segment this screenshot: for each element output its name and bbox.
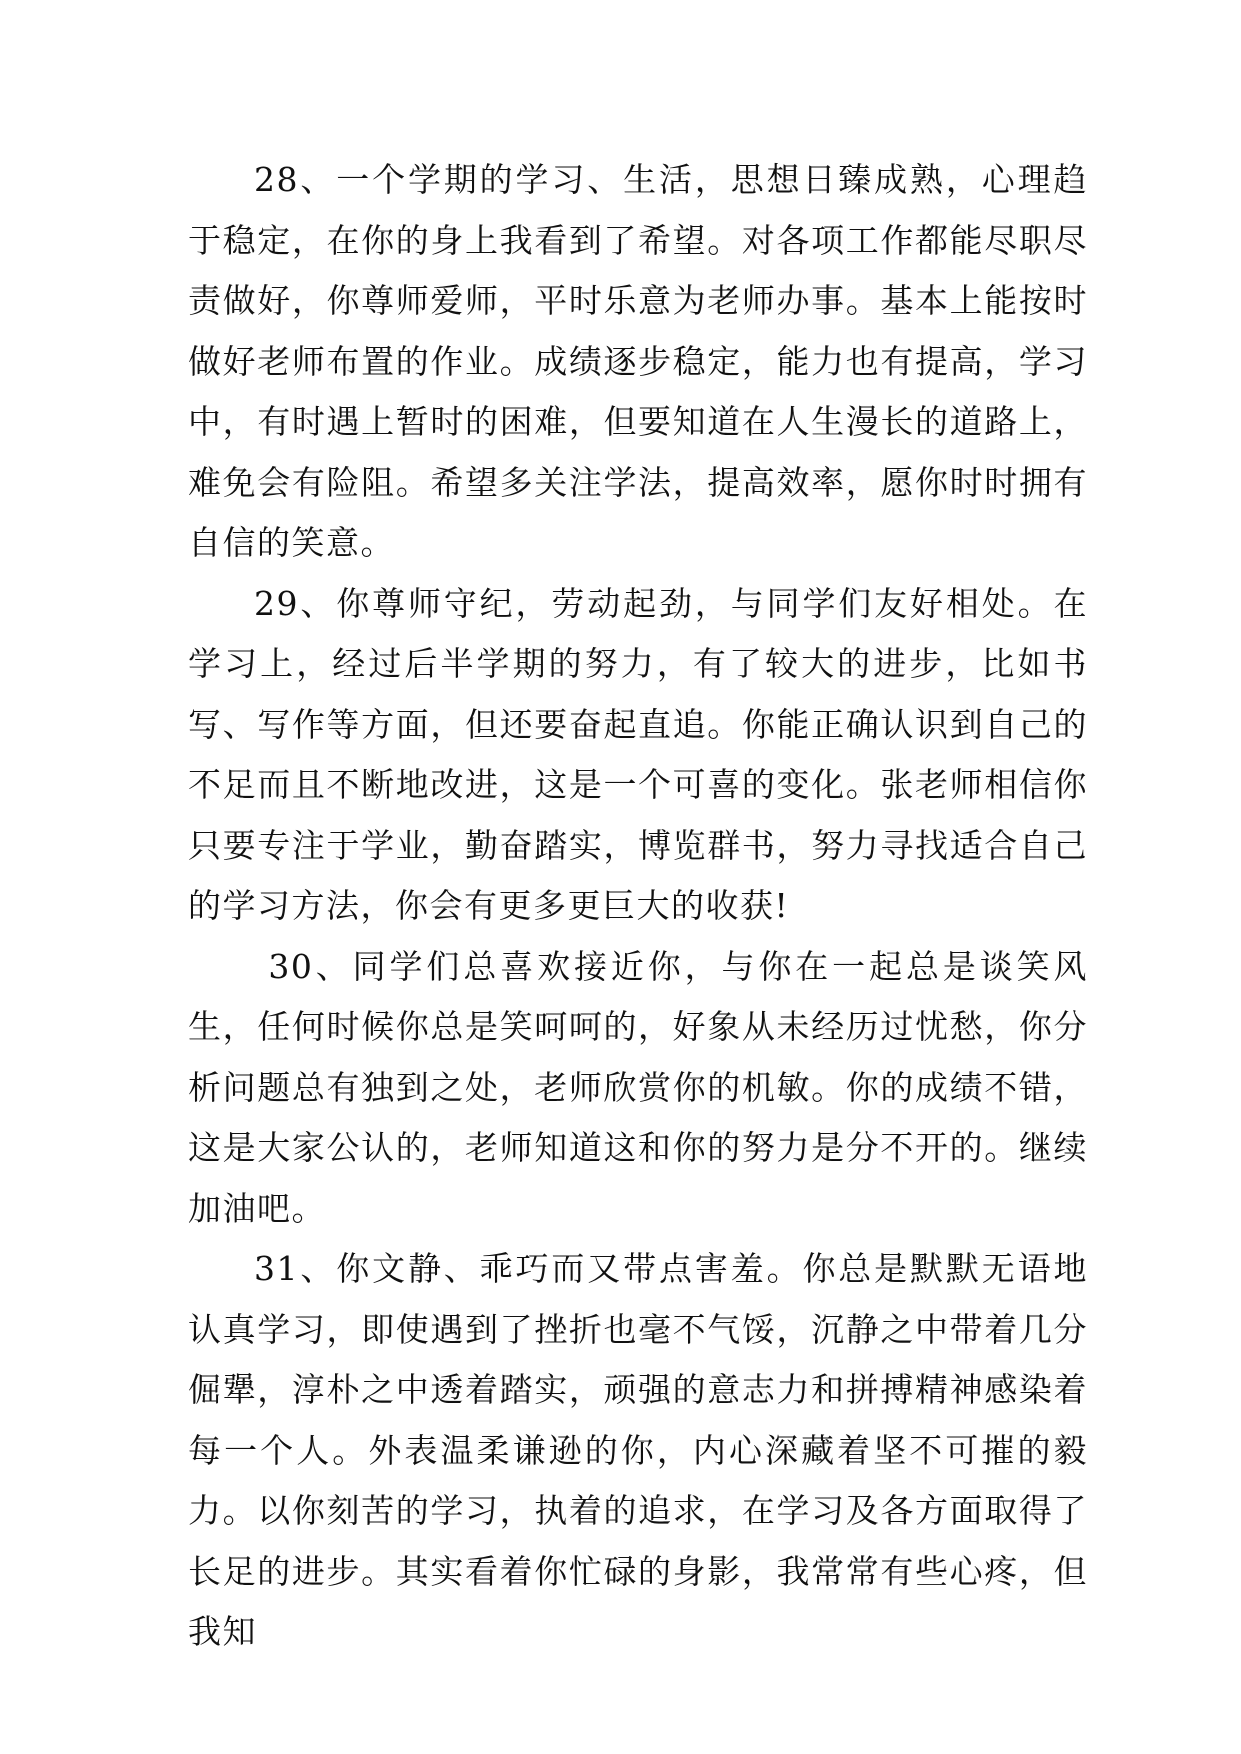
paragraph-31: 31、你文静、乖巧而又带点害羞。你总是默默无语地认真学习，即使遇到了挫折也毫不气馁，沉静之中带着几分倔犟，淳朴之中透着踏实，顽强的意志力和拼搏精神感染着每一个人。外表温柔谦逊的你，内心深藏着坚不可摧的毅力。以你刻苦的学习，执着的追求，在学习及各方面取得了长足的进步。其实看着你忙碌的身影，我常常有些心疼，但我知 bbox=[188, 1249, 1088, 1651]
document-body bbox=[188, 150, 1088, 1663]
paragraph-29: 29、你尊师守纪，劳动起劲，与同学们友好相处。在学习上，经过后半学期的努力，有了较大的进步，比如书写、写作等方面，但还要奋起直追。你能正确认识到自己的不足而且不断地改进，这是一个可喜的变化。张老师相信你只要专注于学业，勤奋踏实，博览群书，努力寻找适合自己的学习方法，你会有更多更巨大的收获! bbox=[188, 583, 1088, 925]
paragraph-30: 30、同学们总喜欢接近你，与你在一起总是谈笑风生，任何时候你总是笑呵呵的，好象从未经历过忧愁，你分析问题总有独到之处，老师欣赏你的机敏。你的成绩不错，这是大家公认的，老师知道这和你的努力是分不开的。继续加油吧。 bbox=[188, 946, 1088, 1228]
paragraph-28: 28、一个学期的学习、生活，思想日臻成熟，心理趋于稳定，在你的身上我看到了希望。对各项工作都能尽职尽责做好，你尊师爱师，平时乐意为老师办事。基本上能按时做好老师布置的作业。成绩逐步稳定，能力也有提高，学习中，有时遇上暂时的困难，但要知道在人生漫长的道路上，难免会有险阻。希望多关注学法，提高效率，愿你时时拥有自信的笑意。 bbox=[188, 160, 1088, 562]
